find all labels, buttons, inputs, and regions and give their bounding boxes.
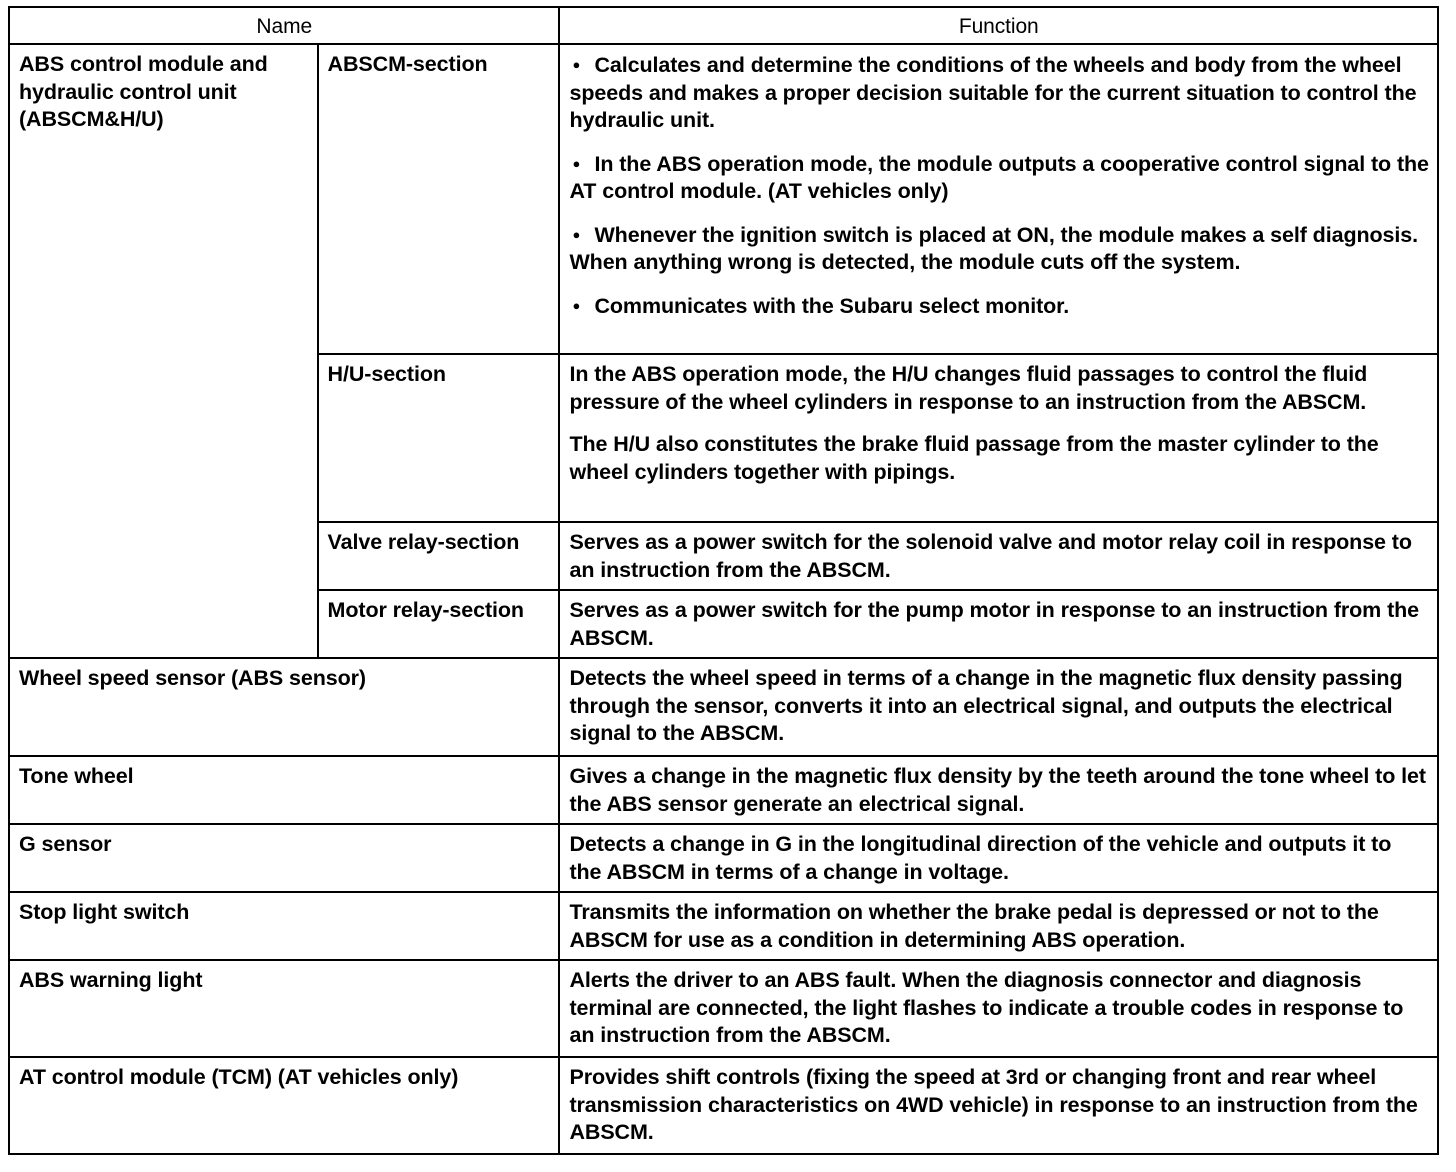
table-row — [9, 960, 1438, 1057]
function-paragraph: The H/U also constitutes the brake fluid passage from the master cylinder to the wheel cylinders together with pipings. — [569, 432, 1379, 484]
table-row — [9, 824, 1438, 892]
section-function: Serves as a power switch for the solenoid valve and motor relay coil in response to an instruction from the ABSCM. — [559, 522, 1438, 590]
abs-components-table — [8, 6, 1439, 1155]
section-name: ABSCM-section — [318, 44, 560, 354]
table-row — [9, 892, 1438, 960]
component-function: Detects the wheel speed in terms of a change in the magnetic flux density passing through the sensor, converts it into an electrical signal, and outputs the electrical signal to the ABSCM. — [559, 658, 1438, 756]
section-function — [559, 44, 1438, 354]
component-name: G sensor — [9, 824, 559, 892]
component-function: Transmits the information on whether the brake pedal is depressed or not to the ABSCM for use as a condition in determining ABS operation. — [559, 892, 1438, 960]
component-name: Tone wheel — [9, 756, 559, 824]
header-row — [9, 7, 1438, 44]
function-bullet: ● Calculates and determine the conditions of the wheels and body from the wheel speeds and makes a proper decision suitable for the current situation to control the hydraulic unit. — [569, 51, 1429, 135]
component-name: Wheel speed sensor (ABS sensor) — [9, 658, 559, 756]
function-bullet: ● Communicates with the Subaru select monitor. — [569, 292, 1429, 321]
section-name: Motor relay-section — [318, 590, 560, 658]
component-name: AT control module (TCM) (AT vehicles only) — [9, 1057, 559, 1154]
section-name: Valve relay-section — [318, 522, 560, 590]
table-row — [9, 1057, 1438, 1154]
table-row — [9, 658, 1438, 756]
component-function: Gives a change in the magnetic flux density by the teeth around the tone wheel to let the ABS sensor generate an electrical signal. — [559, 756, 1438, 824]
section-function — [559, 354, 1438, 522]
section-function: Serves as a power switch for the pump motor in response to an instruction from the ABSCM. — [559, 590, 1438, 658]
function-paragraph: In the ABS operation mode, the H/U changes fluid passages to control the fluid pressure of the wheel cylinders in response to an instruction from the ABSCM. — [569, 362, 1368, 414]
function-bullet: ● In the ABS operation mode, the module outputs a cooperative control signal to the AT control module. (AT vehicles only) — [569, 150, 1429, 206]
component-function: Alerts the driver to an ABS fault. When the diagnosis connector and diagnosis terminal are connected, the light flashes to indicate a trouble codes in response to an instruction from the ABSCM. — [559, 960, 1438, 1057]
function-bullet: ● Whenever the ignition switch is placed at ON, the module makes a self diagnosis. When anything wrong is detected, the module cuts off the system. — [569, 221, 1429, 277]
component-name: Stop light switch — [9, 892, 559, 960]
component-function: Provides shift controls (fixing the speed at 3rd or changing front and rear wheel transmission characteristics on 4WD vehicle) in response to an instruction from the ABSCM. — [559, 1057, 1438, 1154]
section-name: H/U-section — [318, 354, 560, 522]
header-function: Function — [559, 7, 1438, 44]
header-name: Name — [9, 7, 559, 44]
component-function: Detects a change in G in the longitudinal direction of the vehicle and outputs it to the ABSCM in terms of a change in voltage. — [559, 824, 1438, 892]
table-row — [9, 756, 1438, 824]
component-name: ABS warning light — [9, 960, 559, 1057]
table-row — [9, 44, 1438, 354]
abs-unit-name: ABS control module and hydraulic control unit (ABSCM&H/U) — [9, 44, 318, 658]
